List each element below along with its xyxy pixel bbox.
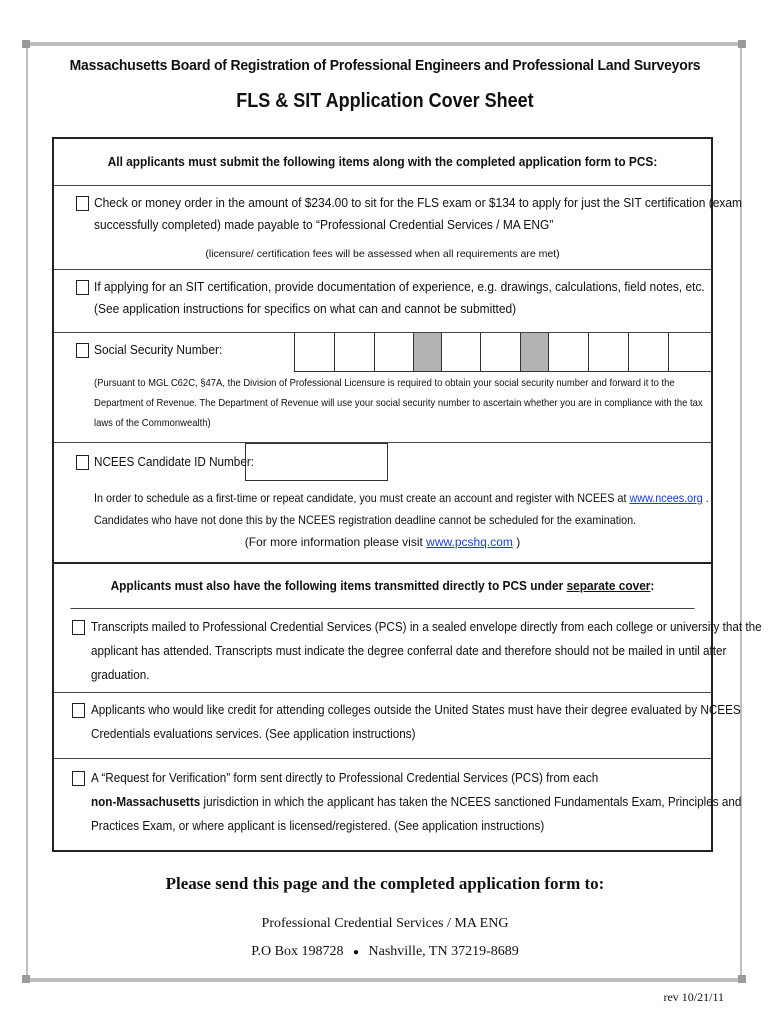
- ncees-label: NCEES Candidate ID Number:: [94, 454, 254, 469]
- section-heading: [70, 564, 694, 609]
- revision-date: rev 10/21/11: [663, 990, 724, 1004]
- send-to-heading: Please send this page and the completed application form to:: [165, 874, 605, 893]
- transcripts-line2: applicant has attended. Transcripts must indicate the degree conferral date and therefore should not be mailed in until after: [91, 643, 727, 658]
- po-box: P.O Box 198728: [251, 944, 344, 959]
- ssn-digit-box[interactable]: [441, 333, 480, 371]
- ssn-digit-box[interactable]: [294, 333, 334, 371]
- transcripts-checkbox[interactable]: [72, 620, 85, 635]
- fee-text-line2: successfully completed) made payable to “Professional Credential Services / MA ENG”: [94, 217, 554, 232]
- section-heading: [70, 139, 694, 185]
- corner-mark: [738, 40, 746, 48]
- ssn-separator: [413, 333, 441, 371]
- verification-item: [54, 758, 742, 848]
- section-required-items: [52, 137, 742, 564]
- section-heading-text: Applicants must also have the following items transmitted directly to PCS under: [110, 579, 564, 593]
- fee-checkbox[interactable]: [76, 196, 89, 211]
- section-heading-colon: :: [650, 579, 655, 593]
- corner-mark: [738, 975, 746, 983]
- ssn-digit-box[interactable]: [548, 333, 588, 371]
- verification-line2-text: jurisdiction in which the applicant has taken the NCEES sanctioned Fundamentals Exam, Principles and: [203, 794, 742, 809]
- ncees-instructions-line2: Candidates who have not done this by the NCEES registration deadline cannot be scheduled for the examination.: [94, 513, 637, 527]
- ssn-digit-box[interactable]: [334, 333, 374, 371]
- foreign-degree-item: [54, 692, 741, 758]
- section-separate-cover: [52, 564, 762, 852]
- sit-text-line2: (See application instructions for specifics on what can and cannot be submitted): [94, 301, 517, 316]
- corner-mark: [22, 40, 30, 48]
- foreign-degree-line1: Applicants who would like credit for attending colleges outside the United States must have their degree evaluated by NCEES: [91, 702, 741, 717]
- ncees-checkbox[interactable]: [76, 455, 89, 470]
- more-info-close: ): [516, 535, 521, 549]
- verification-line3: Practices Exam, or where applicant is licensed/registered. (See application instructions): [91, 818, 545, 833]
- transcripts-line1: Transcripts mailed to Professional Credential Services (PCS) in a sealed envelope directly from each college or university that the: [91, 619, 762, 634]
- ncees-period: .: [705, 491, 709, 505]
- ssn-label: Social Security Number:: [94, 342, 223, 357]
- sit-documentation-item: [54, 269, 711, 332]
- ncees-instructions-line1: [94, 487, 709, 509]
- verification-checkbox[interactable]: [72, 771, 85, 786]
- city-zip: Nashville, TN 37219-8689: [368, 944, 519, 959]
- foreign-degree-line2: Credentials evaluations services. (See application instructions): [91, 726, 416, 741]
- page-title: FLS & SIT Application Cover Sheet: [236, 90, 534, 112]
- section-heading-underlined: separate cover: [566, 579, 651, 593]
- fee-note: (licensure/ certification fees will be assessed when all requirements are met): [205, 248, 560, 260]
- foreign-degree-checkbox[interactable]: [72, 703, 85, 718]
- ssn-digit-box[interactable]: [668, 333, 711, 371]
- bullet-icon: ●: [352, 947, 359, 958]
- verification-line1: A “Request for Verification” form sent directly to Professional Credential Services (PCS) from each: [91, 770, 599, 785]
- ssn-digit-box[interactable]: [628, 333, 668, 371]
- pcs-website-link[interactable]: www.pcshq.com: [426, 535, 513, 549]
- transcripts-item: [54, 610, 762, 692]
- ssn-note-line2: Department of Revenue. The Department of Revenue will use your social security number to ascertain whether you are in compliance with the tax: [94, 397, 703, 409]
- ssn-digit-box[interactable]: [480, 333, 520, 371]
- ncees-website-link[interactable]: www.ncees.org: [629, 491, 703, 505]
- ncees-id-item: [54, 442, 711, 562]
- more-info-line: [54, 531, 711, 553]
- fee-text-line1: Check or money order in the amount of $234.00 to sit for the FLS exam or $134 to apply for just the SIT certification (exam: [94, 195, 742, 210]
- fee-item: [54, 185, 742, 269]
- transcripts-line3: graduation.: [91, 667, 150, 682]
- ssn-note-line3: laws of the Commonwealth): [94, 417, 211, 429]
- sit-text-line1: If applying for an SIT certification, provide documentation of experience, e.g. drawings, calculations, field notes, etc.: [94, 279, 705, 294]
- ssn-digit-box[interactable]: [374, 333, 413, 371]
- mailing-address: [0, 944, 770, 960]
- verification-bold-term: non-Massachusetts: [91, 794, 201, 809]
- ncees-instructions-text: In order to schedule as a first-time or repeat candidate, you must create an account and register with NCEES at: [94, 491, 627, 505]
- corner-mark: [22, 975, 30, 983]
- sit-checkbox[interactable]: [76, 280, 89, 295]
- verification-line2: [91, 791, 741, 813]
- board-heading: Massachusetts Board of Registration of Professional Engineers and Professional Land Surveyors: [69, 57, 701, 74]
- ncees-id-input[interactable]: [245, 443, 388, 481]
- ssn-checkbox[interactable]: [76, 343, 89, 358]
- more-info-text: (For more information please visit: [244, 535, 423, 549]
- section-heading-text: All applicants must submit the following items along with the completed application form to PCS:: [107, 155, 658, 169]
- ssn-grid[interactable]: [294, 333, 711, 372]
- ssn-digit-box[interactable]: [588, 333, 628, 371]
- ssn-item: [54, 332, 711, 442]
- ssn-separator: [520, 333, 548, 371]
- recipient-org: Professional Credential Services / MA ENG: [261, 916, 509, 931]
- ssn-note-line1: (Pursuant to MGL C62C, §47A, the Division of Professional Licensure is required to obtain your social security number and forward it to the: [94, 377, 675, 389]
